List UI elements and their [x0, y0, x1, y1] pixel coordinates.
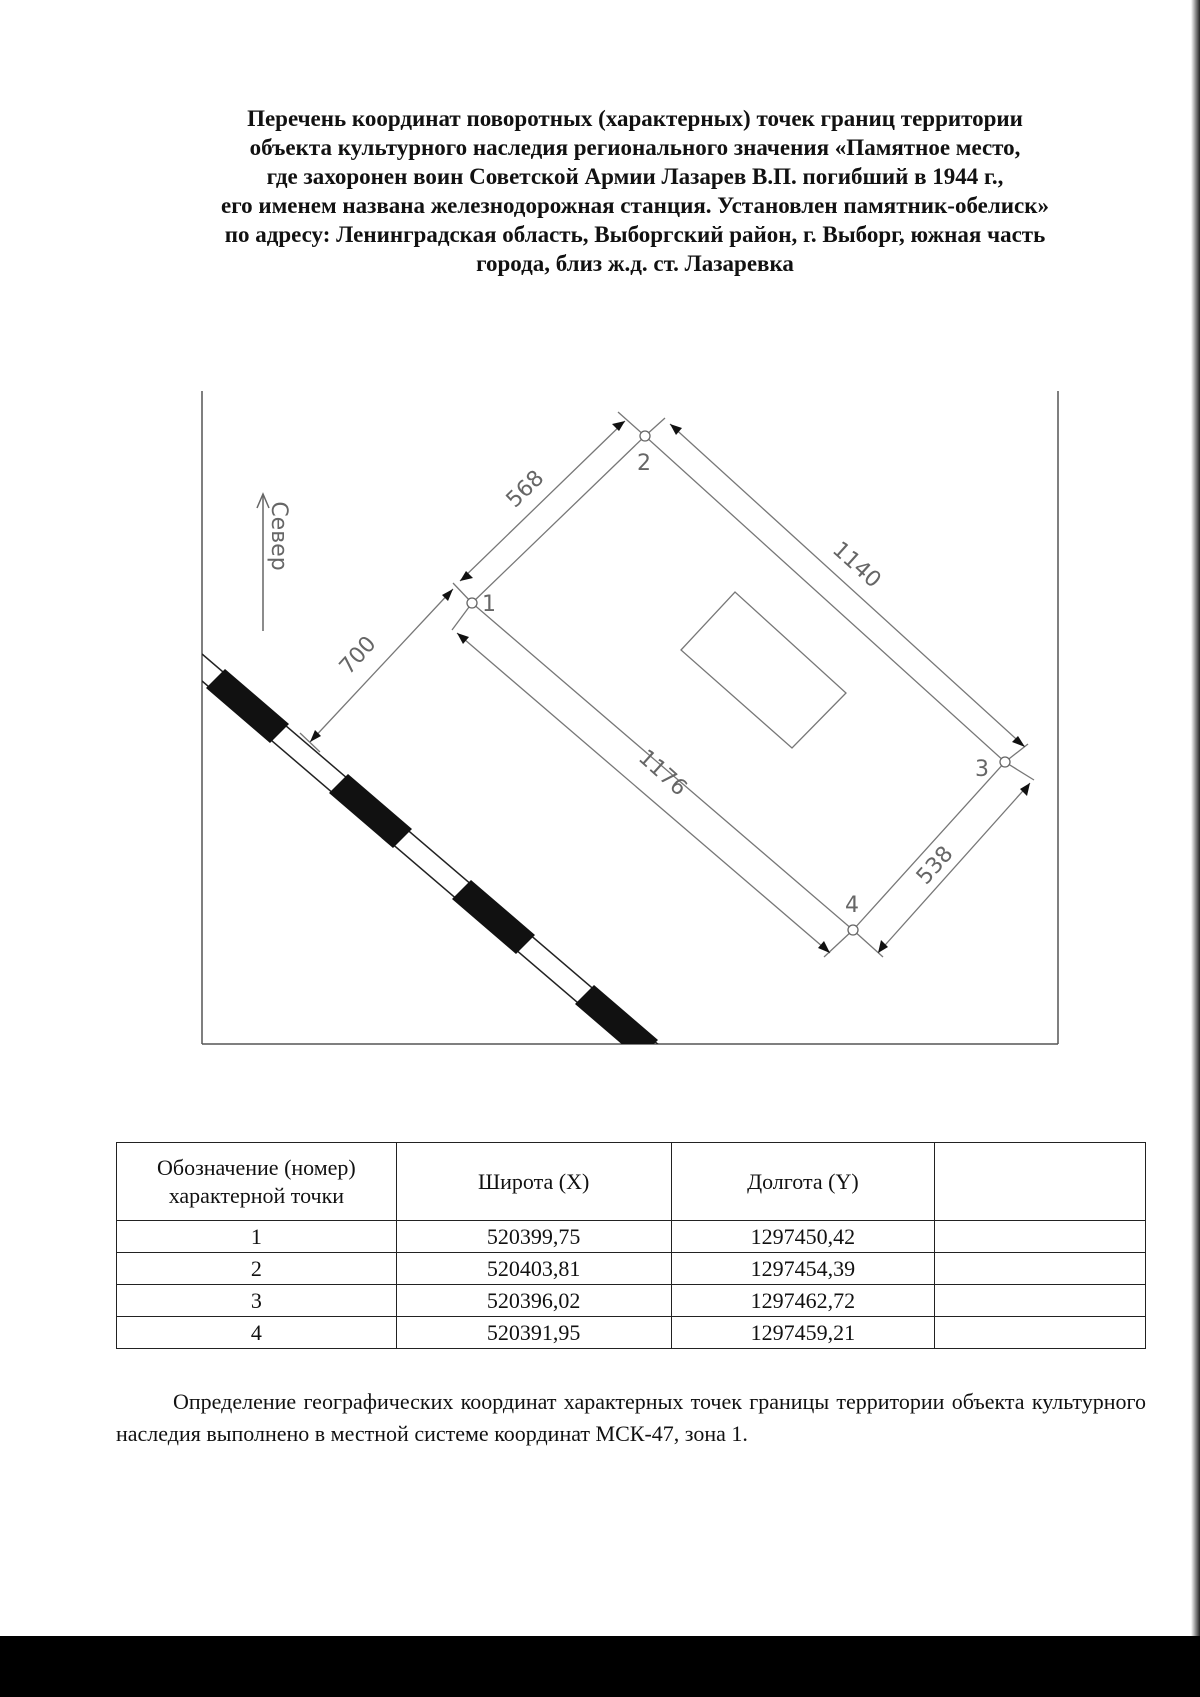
dimension-label-4-1: 1176: [633, 745, 692, 802]
cell-x: 520391,95: [396, 1317, 671, 1349]
point-label-1: 1: [482, 592, 496, 617]
point-label-2: 2: [637, 451, 651, 476]
title-line-2: объекта культурного наследия регионального значения «Памятное место,: [249, 135, 1021, 160]
cell-x: 520396,02: [396, 1285, 671, 1317]
header-point-number: Обозначение (номер) характерной точки: [117, 1143, 397, 1221]
table-header-row: [117, 1143, 1146, 1221]
cell-empty: [935, 1221, 1146, 1253]
header-empty: [935, 1143, 1146, 1221]
boundary-point-2: [640, 431, 650, 441]
scan-edge-bottom: [0, 1636, 1200, 1697]
cell-empty: [935, 1253, 1146, 1285]
title-line-6: города, близ ж.д. ст. Лазаревка: [476, 251, 794, 276]
table-row: [117, 1317, 1146, 1349]
cell-y: 1297450,42: [671, 1221, 935, 1253]
cell-point: 4: [117, 1317, 397, 1349]
scan-edge-right: [1191, 0, 1200, 1636]
cell-point: 1: [117, 1221, 397, 1253]
header-latitude: Широта (X): [396, 1143, 671, 1221]
cell-x: 520403,81: [396, 1253, 671, 1285]
title-line-4: его именем названа железнодорожная станция. Установлен памятник-обелиск»: [221, 193, 1049, 218]
point-label-3: 3: [975, 757, 989, 782]
railway-line: [202, 654, 660, 1059]
cell-empty: [935, 1285, 1146, 1317]
title-line-5: по адресу: Ленинградская область, Выборгский район, г. Выборг, южная часть: [224, 222, 1046, 247]
cell-x: 520399,75: [396, 1221, 671, 1253]
coordinate-system-note: Определение географических координат характерных точек границы территории объекта культурного наследия выполнено в местной системе координат МСК-47, зона 1.: [116, 1389, 1146, 1446]
cell-point: 3: [117, 1285, 397, 1317]
coordinates-table: [116, 1142, 1146, 1349]
cell-y: 1297462,72: [671, 1285, 935, 1317]
table-row: [117, 1221, 1146, 1253]
dimension-label-2-3: 1140: [827, 537, 886, 594]
cell-point: 2: [117, 1253, 397, 1285]
dimension-label-3-4: 538: [911, 841, 959, 890]
dimension-label-1-2: 568: [501, 465, 550, 513]
table-row: [117, 1253, 1146, 1285]
table-row: [117, 1285, 1146, 1317]
cell-y: 1297459,21: [671, 1317, 935, 1349]
title-line-3: где захоронен воин Советской Армии Лазарев В.П. погибший в 1944 г.,: [266, 164, 1004, 189]
title-line-1: Перечень координат поворотных (характерных) точек границ территории: [247, 106, 1023, 131]
north-label: Север: [266, 501, 291, 571]
boundary-point-1: [467, 598, 477, 608]
cell-y: 1297454,39: [671, 1253, 935, 1285]
point-label-4: 4: [845, 893, 859, 918]
dimension-label-railway: 700: [334, 631, 382, 680]
header-longitude: Долгота (Y): [671, 1143, 935, 1221]
plan-frame: [202, 391, 1058, 1044]
cell-empty: [935, 1317, 1146, 1349]
boundary-point-4: [848, 925, 858, 935]
boundary-point-3: [1000, 757, 1010, 767]
monument-obelisk: [681, 592, 846, 748]
territory-boundary: [472, 436, 1005, 930]
